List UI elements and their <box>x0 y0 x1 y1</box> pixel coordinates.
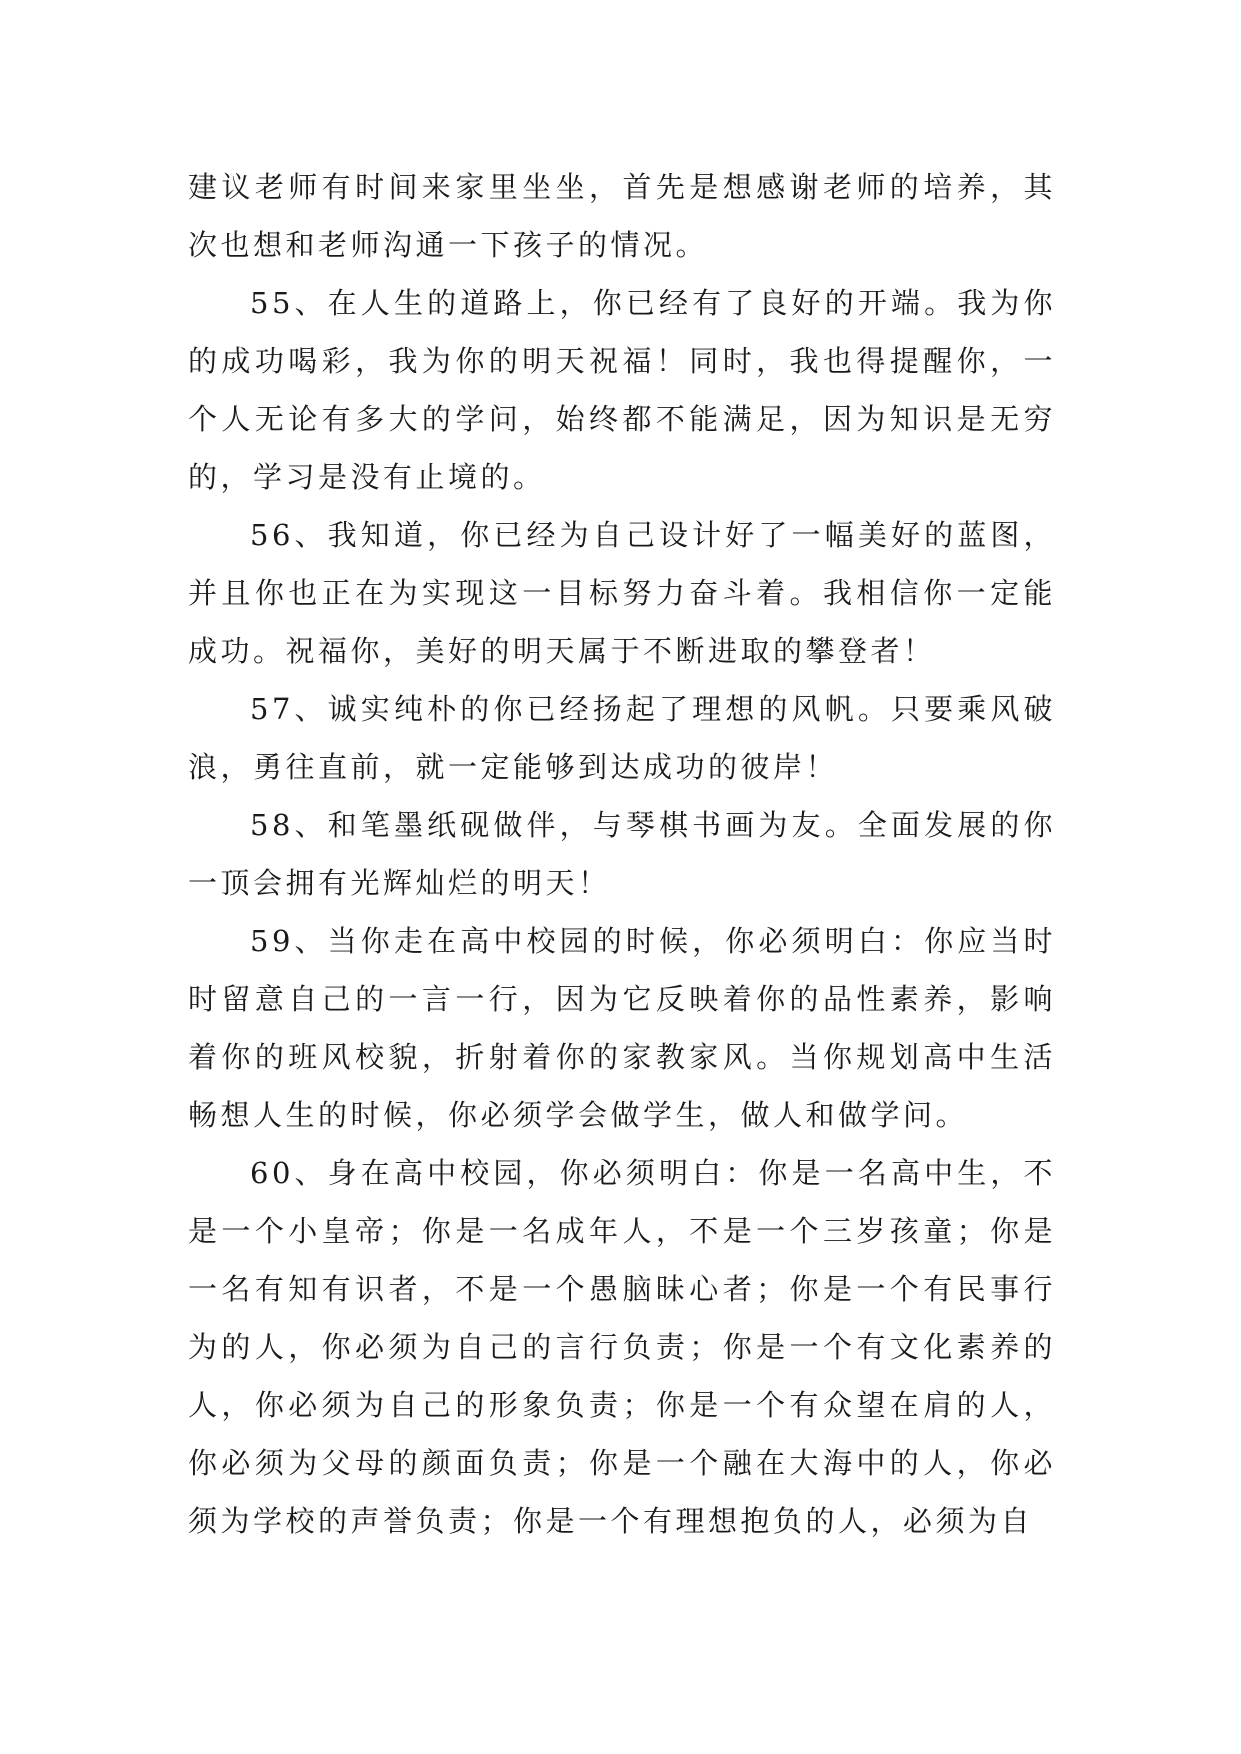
paragraph-continuation: 建议老师有时间来家里坐坐，首先是想感谢老师的培养，其次也想和老师沟通一下孩子的情况。 <box>188 170 1056 262</box>
paragraph-57: 57、诚实纯朴的你已经扬起了理想的风帆。只要乘风破浪，勇往直前，就一定能够到达成功的彼岸！ <box>188 692 1056 784</box>
paragraph-59: 59、当你走在高中校园的时候，你必须明白：你应当时时留意自己的一言一行，因为它反映着你的品性素养，影响着你的班风校貌，折射着你的家教家风。当你规划高中生活畅想人生的时候，你必须学会做学生，做人和做学问。 <box>188 924 1056 1132</box>
document-body <box>188 158 1056 1550</box>
paragraph-56: 56、我知道，你已经为自己设计好了一幅美好的蓝图，并且你也正在为实现这一目标努力奋斗着。我相信你一定能成功。祝福你，美好的明天属于不断进取的攀登者！ <box>188 518 1056 668</box>
paragraph-58: 58、和笔墨纸砚做伴，与琴棋书画为友。全面发展的你一顶会拥有光辉灿烂的明天！ <box>188 808 1056 900</box>
paragraph-60: 60、身在高中校园，你必须明白：你是一名高中生，不是一个小皇帝；你是一名成年人，不是一个三岁孩童；你是一名有知有识者，不是一个愚脑昧心者；你是一个有民事行为的人，你必须为自己的言行负责；你是一个有文化素养的人，你必须为自己的形象负责；你是一个有众望在肩的人，你必须为父母的颜面负责；你是一个融在大海中的人，你必须为学校的声誉负责；你是一个有理想抱负的人，必须为自 <box>188 1156 1056 1538</box>
paragraph-55: 55、在人生的道路上，你已经有了良好的开端。我为你的成功喝彩，我为你的明天祝福！同时，我也得提醒你，一个人无论有多大的学问，始终都不能满足，因为知识是无穷的，学习是没有止境的。 <box>188 286 1056 494</box>
